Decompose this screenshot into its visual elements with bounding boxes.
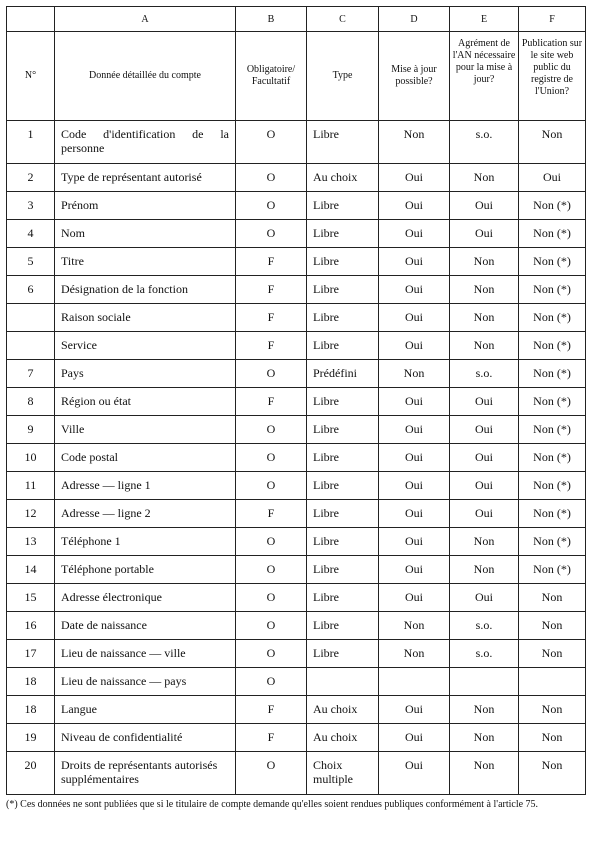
- cell-detail: Lieu de naissance — ville: [55, 640, 236, 668]
- cell-mandatory: F: [236, 696, 307, 724]
- header-publication: Publication sur le site web public du registre de l'Union?: [519, 32, 586, 121]
- cell-updatable: Non: [379, 640, 450, 668]
- cell-approval: Oui: [450, 584, 519, 612]
- cell-number: 3: [7, 192, 55, 220]
- cell-type: Libre: [307, 192, 379, 220]
- cell-approval: Non: [450, 276, 519, 304]
- table-row: [7, 612, 586, 640]
- cell-type: [307, 668, 379, 696]
- table-row: [7, 360, 586, 388]
- cell-number: 19: [7, 724, 55, 752]
- cell-type: Libre: [307, 612, 379, 640]
- cell-number: 2: [7, 164, 55, 192]
- cell-number: 13: [7, 528, 55, 556]
- cell-approval: Oui: [450, 472, 519, 500]
- column-letter: B: [236, 7, 307, 32]
- cell-updatable: Oui: [379, 388, 450, 416]
- cell-updatable: Oui: [379, 248, 450, 276]
- table-row: [7, 752, 586, 795]
- table-row: [7, 472, 586, 500]
- cell-approval: Non: [450, 332, 519, 360]
- cell-detail: Langue: [55, 696, 236, 724]
- cell-mandatory: O: [236, 416, 307, 444]
- cell-mandatory: O: [236, 220, 307, 248]
- cell-type: Libre: [307, 640, 379, 668]
- cell-detail: Nom: [55, 220, 236, 248]
- column-letter: [7, 7, 55, 32]
- cell-updatable: Oui: [379, 164, 450, 192]
- cell-updatable: Oui: [379, 752, 450, 795]
- table-row: [7, 724, 586, 752]
- cell-mandatory: O: [236, 121, 307, 164]
- cell-mandatory: O: [236, 528, 307, 556]
- cell-publication: Non (*): [519, 556, 586, 584]
- cell-type: Libre: [307, 444, 379, 472]
- column-letter: F: [519, 7, 586, 32]
- header-detail: Donnée détaillée du compte: [55, 32, 236, 121]
- cell-approval: Oui: [450, 416, 519, 444]
- cell-mandatory: F: [236, 332, 307, 360]
- cell-number: 17: [7, 640, 55, 668]
- cell-approval: s.o.: [450, 640, 519, 668]
- cell-mandatory: O: [236, 612, 307, 640]
- cell-publication: [519, 668, 586, 696]
- cell-approval: Oui: [450, 220, 519, 248]
- cell-number: 10: [7, 444, 55, 472]
- cell-publication: Non (*): [519, 192, 586, 220]
- cell-approval: Non: [450, 696, 519, 724]
- cell-publication: Non (*): [519, 472, 586, 500]
- cell-type: Libre: [307, 472, 379, 500]
- cell-type: Libre: [307, 388, 379, 416]
- cell-detail: Niveau de confidentialité: [55, 724, 236, 752]
- table-row: [7, 528, 586, 556]
- cell-detail: Désignation de la fonction: [55, 276, 236, 304]
- table-row: [7, 444, 586, 472]
- cell-type: Libre: [307, 584, 379, 612]
- cell-type: Libre: [307, 416, 379, 444]
- cell-approval: Non: [450, 164, 519, 192]
- cell-updatable: Oui: [379, 444, 450, 472]
- cell-updatable: Oui: [379, 472, 450, 500]
- cell-detail: Type de représentant autorisé: [55, 164, 236, 192]
- cell-mandatory: F: [236, 724, 307, 752]
- account-data-table: [6, 6, 586, 795]
- cell-updatable: Oui: [379, 500, 450, 528]
- cell-updatable: Oui: [379, 192, 450, 220]
- cell-updatable: Non: [379, 121, 450, 164]
- cell-mandatory: F: [236, 388, 307, 416]
- cell-mandatory: O: [236, 360, 307, 388]
- cell-number: 4: [7, 220, 55, 248]
- cell-updatable: Oui: [379, 416, 450, 444]
- cell-number: 6: [7, 276, 55, 304]
- cell-number: 5: [7, 248, 55, 276]
- cell-number: 11: [7, 472, 55, 500]
- table-row: [7, 416, 586, 444]
- cell-publication: Non (*): [519, 360, 586, 388]
- cell-number: [7, 332, 55, 360]
- cell-number: 14: [7, 556, 55, 584]
- cell-approval: Oui: [450, 444, 519, 472]
- table-row: [7, 388, 586, 416]
- cell-updatable: Non: [379, 612, 450, 640]
- cell-type: Libre: [307, 121, 379, 164]
- cell-number: 18: [7, 696, 55, 724]
- cell-mandatory: O: [236, 668, 307, 696]
- cell-type: Choix multiple: [307, 752, 379, 795]
- cell-type: Au choix: [307, 164, 379, 192]
- header-mandatory: Obligatoire/ Facultatif: [236, 32, 307, 121]
- table-body: [7, 121, 586, 795]
- cell-approval: s.o.: [450, 612, 519, 640]
- cell-mandatory: O: [236, 192, 307, 220]
- cell-updatable: [379, 668, 450, 696]
- cell-type: Libre: [307, 332, 379, 360]
- table-row: [7, 696, 586, 724]
- cell-detail: Pays: [55, 360, 236, 388]
- cell-publication: Non (*): [519, 388, 586, 416]
- cell-publication: Non (*): [519, 444, 586, 472]
- cell-type: Libre: [307, 220, 379, 248]
- cell-publication: Non: [519, 640, 586, 668]
- cell-type: Au choix: [307, 696, 379, 724]
- cell-detail: Téléphone portable: [55, 556, 236, 584]
- cell-number: 15: [7, 584, 55, 612]
- cell-detail: Lieu de naissance — pays: [55, 668, 236, 696]
- column-letter-row: [7, 7, 586, 32]
- cell-publication: Non: [519, 612, 586, 640]
- cell-detail: Région ou état: [55, 388, 236, 416]
- cell-publication: Non (*): [519, 500, 586, 528]
- table-row: [7, 584, 586, 612]
- header-approval: Agrément de l'AN nécessaire pour la mise à jour?: [450, 32, 519, 121]
- header-number: N°: [7, 32, 55, 121]
- cell-number: 16: [7, 612, 55, 640]
- footnote: (*) Ces données ne sont publiées que si le titulaire de compte demande qu'elles soient rendues publiques conformément à l'article 75.: [6, 799, 539, 810]
- cell-approval: [450, 668, 519, 696]
- cell-detail: Ville: [55, 416, 236, 444]
- cell-publication: Non (*): [519, 528, 586, 556]
- cell-approval: Oui: [450, 192, 519, 220]
- cell-mandatory: F: [236, 304, 307, 332]
- cell-detail: Adresse électronique: [55, 584, 236, 612]
- column-letter: E: [450, 7, 519, 32]
- cell-mandatory: O: [236, 640, 307, 668]
- cell-type: Libre: [307, 528, 379, 556]
- cell-detail: Adresse — ligne 2: [55, 500, 236, 528]
- cell-publication: Non (*): [519, 220, 586, 248]
- cell-approval: s.o.: [450, 121, 519, 164]
- cell-mandatory: O: [236, 444, 307, 472]
- cell-approval: Oui: [450, 500, 519, 528]
- cell-detail: Code postal: [55, 444, 236, 472]
- header-type: Type: [307, 32, 379, 121]
- table-row: [7, 668, 586, 696]
- cell-mandatory: F: [236, 248, 307, 276]
- cell-updatable: Oui: [379, 276, 450, 304]
- column-letter: A: [55, 7, 236, 32]
- cell-number: [7, 304, 55, 332]
- cell-number: 18: [7, 668, 55, 696]
- cell-number: 1: [7, 121, 55, 164]
- cell-updatable: Oui: [379, 724, 450, 752]
- table-row: [7, 121, 586, 164]
- cell-mandatory: O: [236, 164, 307, 192]
- cell-approval: Non: [450, 556, 519, 584]
- cell-mandatory: O: [236, 556, 307, 584]
- cell-publication: Non (*): [519, 248, 586, 276]
- cell-mandatory: O: [236, 752, 307, 795]
- cell-detail: Prénom: [55, 192, 236, 220]
- column-header-row: [7, 32, 586, 121]
- cell-detail: Adresse — ligne 1: [55, 472, 236, 500]
- cell-detail: Date de naissance: [55, 612, 236, 640]
- cell-mandatory: F: [236, 276, 307, 304]
- cell-approval: Non: [450, 752, 519, 795]
- cell-updatable: Oui: [379, 304, 450, 332]
- cell-updatable: Oui: [379, 696, 450, 724]
- cell-type: Libre: [307, 304, 379, 332]
- table-row: [7, 640, 586, 668]
- cell-number: 20: [7, 752, 55, 795]
- cell-approval: Non: [450, 528, 519, 556]
- cell-publication: Non: [519, 121, 586, 164]
- cell-detail: Raison sociale: [55, 304, 236, 332]
- cell-approval: Non: [450, 724, 519, 752]
- cell-detail: Droits de représentants autorisés supplémentaires: [55, 752, 236, 795]
- cell-approval: Non: [450, 248, 519, 276]
- cell-updatable: Oui: [379, 584, 450, 612]
- cell-number: 9: [7, 416, 55, 444]
- cell-updatable: Oui: [379, 220, 450, 248]
- cell-updatable: Oui: [379, 332, 450, 360]
- cell-updatable: Oui: [379, 556, 450, 584]
- cell-type: Libre: [307, 556, 379, 584]
- table-row: [7, 556, 586, 584]
- table-row: [7, 248, 586, 276]
- table-row: [7, 332, 586, 360]
- cell-publication: Non: [519, 752, 586, 795]
- header-updatable: Mise à jour possible?: [379, 32, 450, 121]
- cell-publication: Non (*): [519, 304, 586, 332]
- cell-type: Libre: [307, 248, 379, 276]
- cell-publication: Non: [519, 724, 586, 752]
- cell-approval: s.o.: [450, 360, 519, 388]
- cell-publication: Non (*): [519, 416, 586, 444]
- column-letter: C: [307, 7, 379, 32]
- table-row: [7, 164, 586, 192]
- table-row: [7, 500, 586, 528]
- table-row: [7, 276, 586, 304]
- cell-publication: Non (*): [519, 276, 586, 304]
- cell-number: 8: [7, 388, 55, 416]
- cell-number: 12: [7, 500, 55, 528]
- cell-detail: Téléphone 1: [55, 528, 236, 556]
- cell-updatable: Oui: [379, 528, 450, 556]
- cell-mandatory: F: [236, 500, 307, 528]
- table-row: [7, 304, 586, 332]
- cell-mandatory: O: [236, 472, 307, 500]
- cell-type: Libre: [307, 500, 379, 528]
- cell-approval: Non: [450, 304, 519, 332]
- cell-publication: Non (*): [519, 332, 586, 360]
- column-letter: D: [379, 7, 450, 32]
- cell-publication: Non: [519, 584, 586, 612]
- cell-type: Prédéfini: [307, 360, 379, 388]
- cell-approval: Oui: [450, 388, 519, 416]
- cell-number: 7: [7, 360, 55, 388]
- cell-publication: Oui: [519, 164, 586, 192]
- table-row: [7, 220, 586, 248]
- cell-detail: Titre: [55, 248, 236, 276]
- cell-detail: Service: [55, 332, 236, 360]
- cell-mandatory: O: [236, 584, 307, 612]
- table-row: [7, 192, 586, 220]
- cell-publication: Non: [519, 696, 586, 724]
- cell-detail: Code d'identification de la personne: [55, 121, 236, 164]
- cell-updatable: Non: [379, 360, 450, 388]
- cell-type: Libre: [307, 276, 379, 304]
- cell-type: Au choix: [307, 724, 379, 752]
